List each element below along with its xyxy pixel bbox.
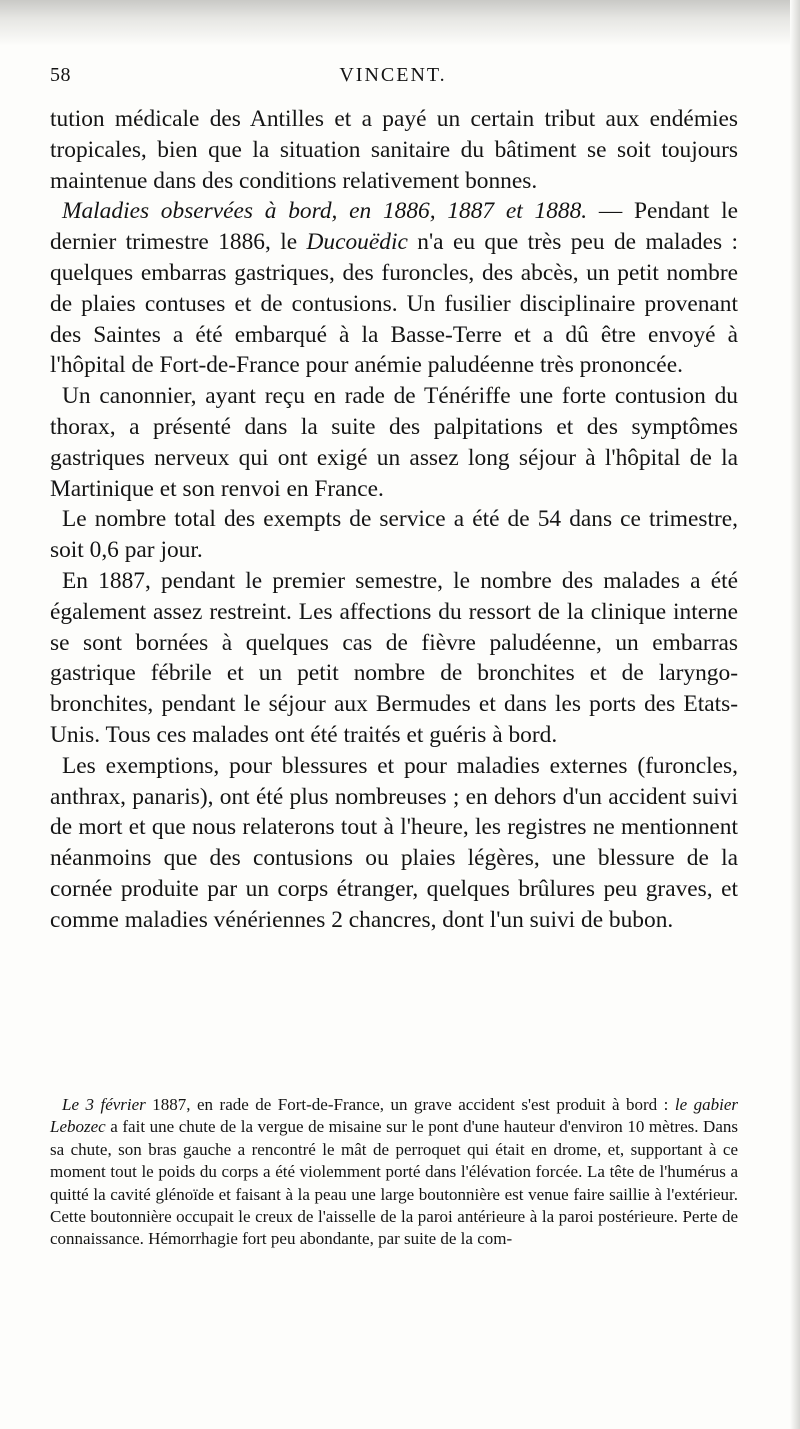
paragraph-3: Un canonnier, ayant reçu en rade de Ténériffe une forte contusion du thorax, a présenté dans la suite des palpitations et des symptômes gastriques nerveux qui ont exigé un assez long séjour à l'hôpital de la Martinique et son renvoi en France. bbox=[50, 383, 738, 502]
paragraph-5: En 1887, pendant le premier semestre, le nombre des malades a été également assez restreint. Les affections du ressort de la clinique interne se sont bornées à quelques cas de fièvre paludéenne, un embarras gastrique fébrile et un petit nombre de bronchites et de laryngo-bronchites, pendant le séjour aux Bermudes et dans les ports des Etats-Unis. Tous ces malades ont été traités et guéris à bord. bbox=[50, 567, 738, 748]
ship-name: Ducouëdic bbox=[306, 229, 408, 256]
case-note bbox=[50, 1094, 738, 1251]
running-title: VINCENT. bbox=[339, 64, 447, 86]
paragraph-2 bbox=[50, 196, 738, 381]
paragraph-4: Le nombre total des exempts de service a été de 54 dans ce trimestre, soit 0,6 par jour. bbox=[50, 506, 738, 564]
note-person: le gabier Lebozec bbox=[50, 1095, 738, 1137]
paragraph-2-text-b: n'a eu que très peu de malades : quelques embarras gastriques, des furoncles, des abcès, un petit nombre de plaies contuses et de contusions. Un fusilier disciplinaire provenant des Saintes a été embarqué à la Basse-Terre et a dû être envoyé à l'hôpital de Fort-de-France pour anémie paludéenne très prononcée. bbox=[50, 229, 738, 379]
note-text-b: a fait une chute de la vergue de misaine sur le pont d'une hauteur d'environ 10 mètres. Dans sa chute, son bras gauche a rencontré le mât de perroquet qui était en drome, et, supportant à ce moment tout le poids du corps a été violemment porté dans l'élévation forcée. La tête de l'humérus a quitté la cavité glénoïde et faisant à la peau une large boutonnière est venue faire saillie à l'extérieur. Cette boutonnière occupait le creux de l'aisselle de la paroi antérieure à la paroi postérieure. Perte de connaissance. Hémorrhagie fort peu abondante, par suite de la com- bbox=[50, 1117, 738, 1249]
section-heading: Maladies observées à bord, en 1886, 1887 et 1888. bbox=[62, 198, 588, 225]
scan-right-edge bbox=[790, 0, 800, 1429]
paragraph-1: tution médicale des Antilles et a payé un certain tribut aux endémies tropicales, bien que la situation sanitaire du bâtiment se soit toujours maintenue dans des conditions relativement bonnes. bbox=[50, 106, 738, 194]
page-number: 58 bbox=[50, 64, 71, 86]
scan-top-shadow bbox=[0, 0, 800, 46]
note-date: Le 3 février bbox=[62, 1095, 146, 1114]
running-head bbox=[50, 64, 736, 90]
case-note-paragraph bbox=[50, 1094, 738, 1251]
paragraph-2-text-a: — Pendant le dernier trimestre 1886, le bbox=[50, 198, 738, 256]
paragraph-6: Les exemptions, pour blessures et pour maladies externes (furoncles, anthrax, panaris), ont été plus nombreuses ; en dehors d'un accident suivi de mort et que nous relaterons tout à l'heure, les registres ne mentionnent néanmoins que des contusions ou plaies légères, une blessure de la cornée produite par un corps étranger, quelques brûlures peu graves, et comme maladies vénériennes 2 chancres, dont l'un suivi de bubon. bbox=[50, 752, 738, 933]
note-text-a: 1887, en rade de Fort-de-France, un grave accident s'est produit à bord : bbox=[145, 1095, 675, 1114]
main-text bbox=[50, 104, 738, 936]
